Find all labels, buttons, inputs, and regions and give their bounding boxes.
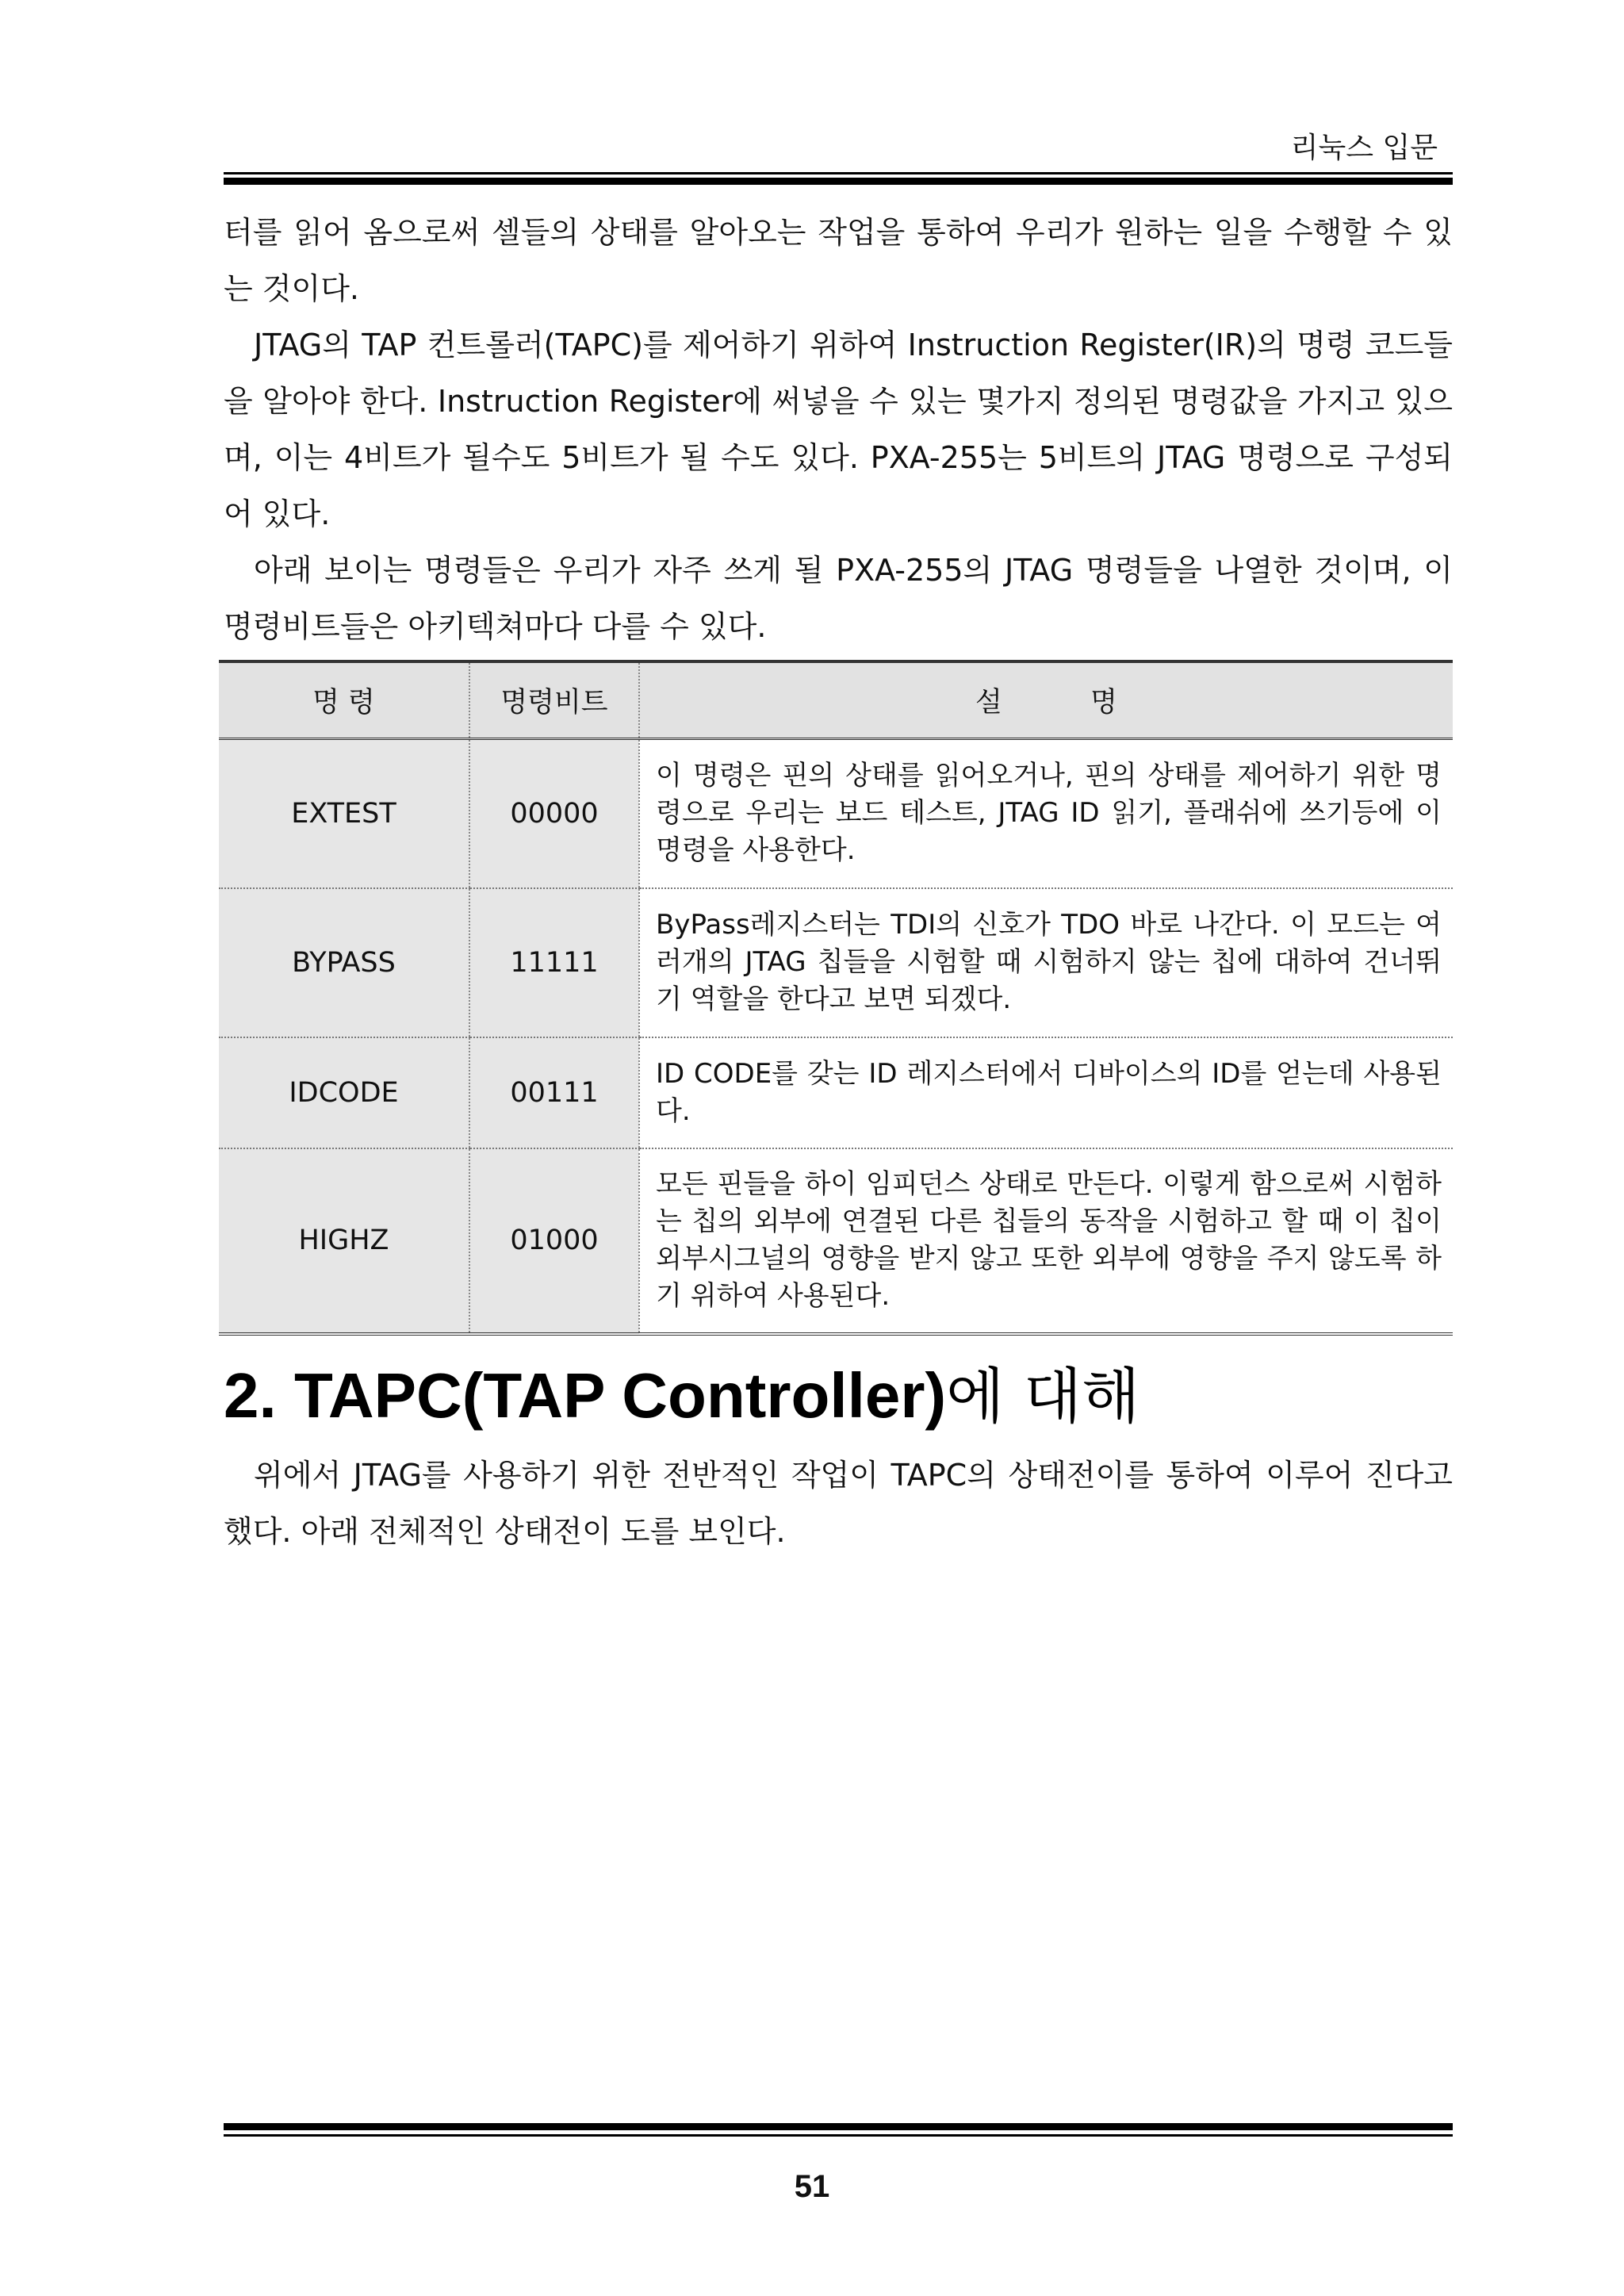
table-row bbox=[219, 888, 1453, 1037]
paragraph-ir-codes: JTAG의 TAP 컨트롤러(TAPC)를 제어하기 위하여 Instruction Register(IR)의 명령 코드들을 알아야 한다. Instruction Register에 써넣을 수 있는 몇가지 정의된 명령값을 가지고 있으며, 이는 4비트가 될수도 5비트가 될 수도 있다. PXA-255는 5비트의 JTAG 명령으로 구성되어 있다. bbox=[224, 328, 1453, 531]
footer-rule-thin bbox=[224, 2134, 1453, 2137]
command-name: BYPASS bbox=[219, 888, 469, 1037]
header-rule-thin bbox=[224, 172, 1453, 174]
command-bits: 11111 bbox=[469, 888, 639, 1037]
intro-text bbox=[224, 205, 1453, 655]
section-heading bbox=[224, 1348, 1140, 1435]
command-name: EXTEST bbox=[219, 739, 469, 888]
command-name: HIGHZ bbox=[219, 1148, 469, 1334]
jtag-command-table bbox=[219, 660, 1453, 1336]
command-description: 모든 핀들을 하이 임피던스 상태로 만든다. 이렇게 함으로써 시험하는 칩의 외부에 연결된 다른 칩들의 동작을 시험하고 할 때 이 칩이 외부시그널의 영향을 받지 않고 또한 외부에 영향을 주지 않도록 하기 위하여 사용된다. bbox=[639, 1148, 1453, 1334]
header-description: 설 명 bbox=[639, 661, 1453, 739]
command-name: IDCODE bbox=[219, 1037, 469, 1148]
command-bits: 01000 bbox=[469, 1148, 639, 1334]
table-row bbox=[219, 1148, 1453, 1334]
running-header: 리눅스 입문 bbox=[1290, 132, 1438, 164]
command-description: 이 명령은 핀의 상태를 읽어오거나, 핀의 상태를 제어하기 위한 명령으로 우리는 보드 테스트, JTAG ID 읽기, 플래쉬에 쓰기등에 이 명령을 사용한다. bbox=[639, 739, 1453, 888]
header-rule-thick bbox=[224, 178, 1453, 185]
command-bits: 00111 bbox=[469, 1037, 639, 1148]
table-header-row bbox=[219, 661, 1453, 739]
command-description: ID CODE를 갖는 ID 레지스터에서 디바이스의 ID를 얻는데 사용된다. bbox=[639, 1037, 1453, 1148]
header-command-bits: 명령비트 bbox=[469, 661, 639, 739]
command-description: ByPass레지스터는 TDI의 신호가 TDO 바로 나간다. 이 모드는 여러개의 JTAG 칩들을 시험할 때 시험하지 않는 칩에 대하여 건너뛰기 역할을 한다고 보면 되겠다. bbox=[639, 888, 1453, 1037]
footer-rule-thick bbox=[224, 2123, 1453, 2130]
header-command: 명 령 bbox=[219, 661, 469, 739]
paragraph-tapc-intro: 위에서 JTAG를 사용하기 위한 전반적인 작업이 TAPC의 상태전이를 통하여 이루어 진다고 했다. 아래 전체적인 상태전이 도를 보인다. bbox=[224, 1458, 1453, 1549]
section-heading-latin: 2. TAPC(TAP Controller) bbox=[224, 1360, 947, 1431]
paragraph-command-list: 아래 보이는 명령들은 우리가 자주 쓰게 될 PXA-255의 JTAG 명령들을 나열한 것이며, 이 명령비트들은 아키텍쳐마다 다를 수 있다. bbox=[224, 553, 1453, 644]
command-bits: 00000 bbox=[469, 739, 639, 888]
table-row bbox=[219, 1037, 1453, 1148]
paragraph-continuation: 터를 읽어 옴으로써 셀들의 상태를 알아오는 작업을 통하여 우리가 원하는 일을 수행할 수 있는 것이다. bbox=[224, 215, 1453, 306]
section-text bbox=[224, 1447, 1453, 1560]
page-number: 51 bbox=[794, 2169, 830, 2204]
section-heading-korean: 에 대해 bbox=[946, 1361, 1140, 1432]
table-row bbox=[219, 739, 1453, 888]
